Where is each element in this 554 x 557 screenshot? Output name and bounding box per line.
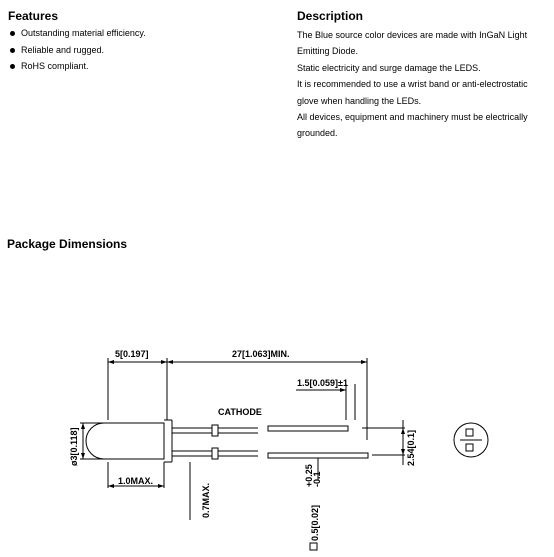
square-symbol-icon [310,543,317,550]
description-line: It is recommended to use a wrist band or anti-electrostatic [297,79,528,90]
dim-tolerance-minus: -0.1 [312,471,322,487]
feature-item: Reliable and rugged. [10,45,104,55]
description-line: Static electricity and surge damage the LEDS. [297,62,481,73]
feature-item: Outstanding material efficiency. [10,28,146,38]
description-line: All devices, equipment and machinery must be electrically [297,112,528,123]
description-line: Emitting Diode. [297,46,359,57]
dim-tolerance-plus: +0.25 [304,464,314,487]
feature-item: RoHS compliant. [10,61,89,71]
dim-lead-length: 27[1.063]MIN. [232,349,290,359]
dim-lens-length: 5[0.197] [115,349,149,359]
dim-lead-width: 0.7MAX. [201,482,211,518]
cathode-label: CATHODE [218,407,262,417]
features-title: Features [8,9,59,23]
dim-flange: 1.5[0.059]±1 [297,378,348,388]
dim-diameter: ø3[0.118] [69,427,79,466]
dim-pitch: 2.54[0.1] [406,429,416,466]
description-line: The Blue source color devices are made with InGaN Light [297,30,528,40]
description-line: glove when handling the LEDs. [297,95,422,106]
dim-lead-square: 0.5[0.02] [310,504,320,541]
description-title: Description [297,9,364,23]
dim-flange-max: 1.0MAX. [118,476,154,486]
package-title: Package Dimensions [7,237,128,251]
description-line: grounded. [297,128,338,139]
